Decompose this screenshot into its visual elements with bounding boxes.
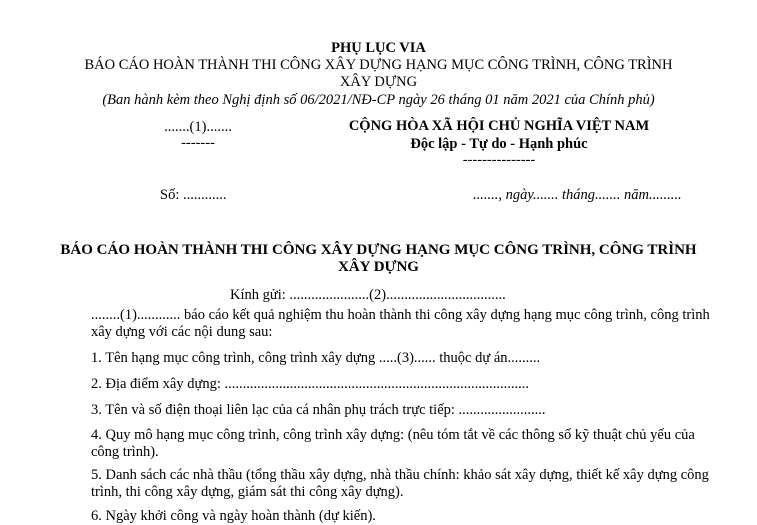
report-heading-line1: BÁO CÁO HOÀN THÀNH THI CÔNG XÂY DỰNG HẠNG MỤC CÔNG TRÌNH, CÔNG TRÌNH [60,242,697,258]
decree-note: (Ban hành kèm theo Nghị định số 06/2021/NĐ-CP ngày 26 tháng 01 năm 2021 của Chính phủ) [102,92,655,108]
list-item: 4. Quy mô hạng mục công trình, công trình xây dựng: (nêu tóm tắt về các thông số kỹ thuật chủ yếu của công trình). [91,427,695,460]
list-item: 5. Danh sách các nhà thầu (tổng thầu xây dựng, nhà thầu chính: khảo sát xây dựng, thiết kế xây dựng công trình, thi công xây dựng, giám sát thi công xây dựng). [91,467,709,500]
list-item: 6. Ngày khởi công và ngày hoàn thành (dự kiến). [91,508,376,524]
report-title-line1: BÁO CÁO HOÀN THÀNH THI CÔNG XÂY DỰNG HẠNG MỤC CÔNG TRÌNH, CÔNG TRÌNH [84,57,673,73]
recipient-line: Kính gửi: ......................(2)................................. [230,287,506,303]
list-item: 3. Tên và số điện thoại liên lạc của cá nhân phụ trách trực tiếp: ........................ [91,402,546,418]
appendix-title: PHỤ LỤC VIA [331,40,426,56]
country-heading: CỘNG HÒA XÃ HỘI CHỦ NGHĨA VIỆT NAM [348,118,650,134]
date-line: ......., ngày....... tháng....... năm......... [473,187,682,203]
motto-dashes: --------------- [462,152,536,168]
list-item: 1. Tên hạng mục công trình, công trình xây dựng .....(3)...... thuộc dự án......... [91,350,541,366]
report-title-line2: XÂY DỰNG [339,74,418,90]
document-number: Số: ............ [160,187,227,203]
motto: Độc lập - Tự do - Hạnh phúc [410,136,588,152]
report-heading-line2: XÂY DỰNG [338,259,419,275]
org-placeholder: .......(1)....... [164,119,232,135]
list-item: 2. Địa điểm xây dựng: .................................................................................... [91,376,530,392]
intro-paragraph: ........(1)............ báo cáo kết quả nghiệm thu hoàn thành thi công xây dựng hạng mục công trình, công trình xây dựng với các nội dung sau: [91,307,710,340]
org-dashes: ------- [181,135,215,151]
